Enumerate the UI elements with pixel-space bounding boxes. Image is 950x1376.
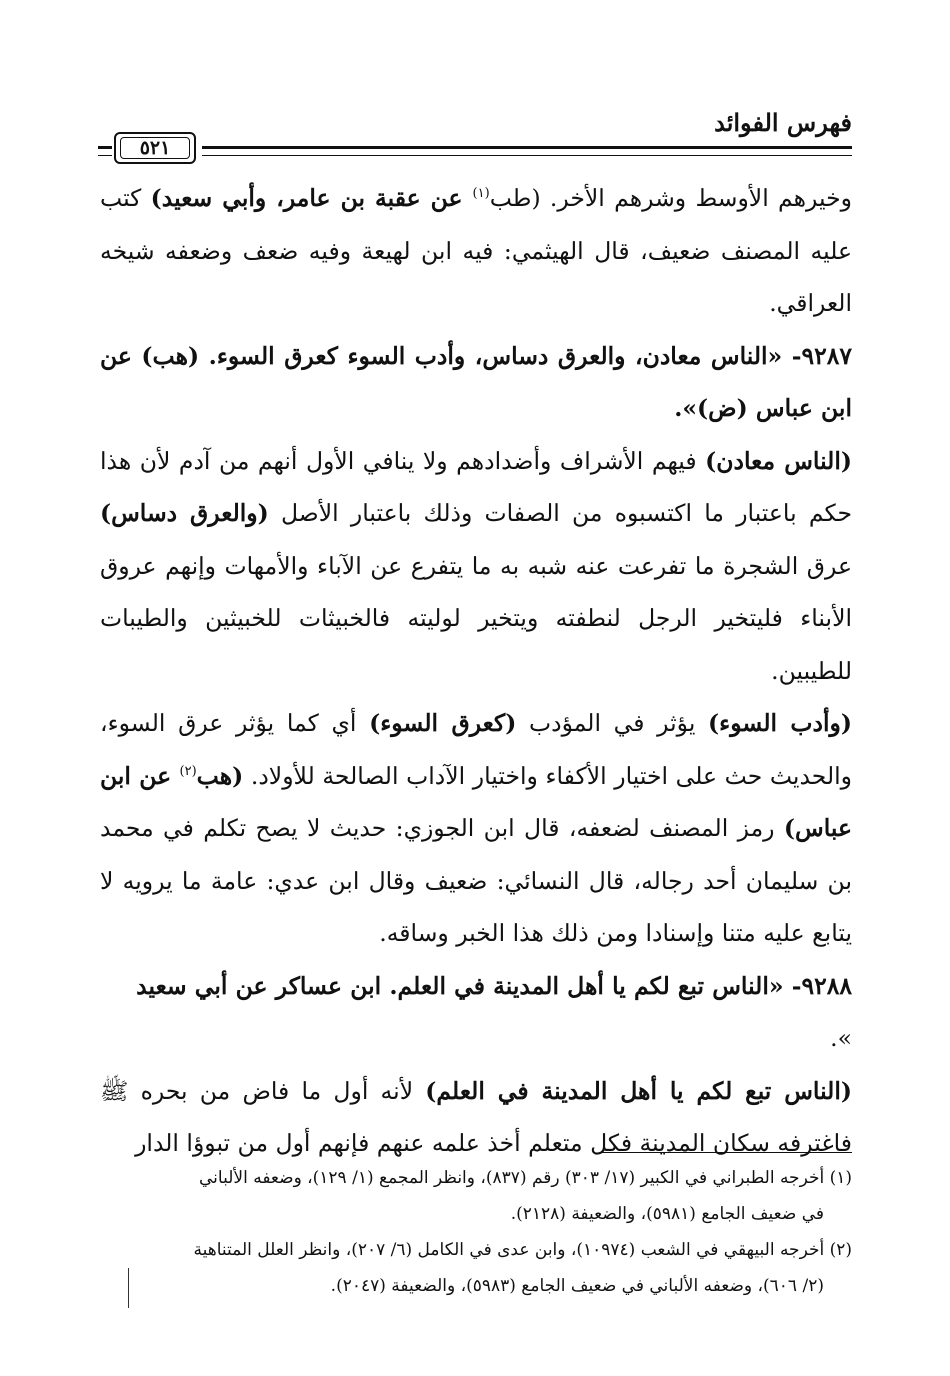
text-segment: أي كما يؤثر عرق السوء، والحديث حث على اختيار الأكفاء واختيار الآداب الصالحة للأولاد.	[100, 709, 853, 790]
page-number: ٥٢١	[120, 137, 190, 159]
quoted-phrase: (الناس معادن)	[705, 446, 852, 475]
commentary-9287-b	[100, 697, 852, 960]
text-segment: كتب عليه المصنف ضعيف، قال الهيثمي: فيه ابن لهيعة وفيه ضعف وضعفه شيخه العراقي.	[100, 184, 852, 317]
paragraph-continuation	[100, 172, 852, 330]
header-rule-left	[98, 146, 112, 156]
source-citation: (هب	[196, 761, 244, 790]
page-header	[98, 108, 852, 168]
footnote-2	[100, 1232, 852, 1304]
hadith-9288	[100, 960, 852, 1065]
source-citation: عن ابن عباس)	[100, 761, 852, 842]
page-number-frame	[114, 132, 196, 164]
footnote-2-line-2: (٢/ ٦٠٦)، وضعفه الألباني في ضعيف الجامع (٥٩٨٣)، والضعيفة (٢٠٤٧).	[330, 1276, 824, 1296]
text-segment: عرق الشجرة ما تفرعت عنه شبه به ما يتفرع عن الآباء والأمهات وإنهم عروق الأبناء فليتخير الرجل لنطفته ويتخير لوليته فالخبيثات للخبيثين والطيبات للطيبين.	[100, 551, 852, 685]
quoted-phrase: (والعرق دساس)	[100, 499, 269, 527]
footnote-1	[100, 1160, 852, 1232]
text-segment: رمز المصنف لضعفه، قال ابن الجوزي: حديث لا يصح تكلم في محمد بن سليمان أحد رجاله، قال النسائي: ضعيف وقال ابن عدي: عامة ما يرويه لا يتابع عليه متنا وإسنادا ومن ذلك هذا الخبر وساقه.	[100, 814, 852, 947]
source-citation: عن عقبة بن عامر، وأبي سعيد)	[150, 184, 473, 212]
footnote-1-line-2: في ضعيف الجامع (٥٩٨١)، والضعيفة (٢١٢٨).	[510, 1204, 824, 1224]
footnotes	[100, 1160, 852, 1304]
text-segment: يؤثر في المؤدب	[516, 709, 709, 737]
quoted-phrase: (وأدب السوء)	[708, 709, 852, 737]
running-title: فهرس الفوائد	[714, 108, 852, 137]
footnote-ref-1[interactable]: (١)	[472, 186, 490, 202]
footnote-separator	[600, 1152, 852, 1153]
main-text	[100, 172, 852, 1170]
hadith-close: ».	[830, 1024, 852, 1052]
footnote-ref-2[interactable]: (٢)	[179, 763, 197, 779]
text-segment: فيهم الأشراف وأضدادهم ولا ينافي الأول أنهم من آدم لأن هذا حكم باعتبار ما اكتسبوه من الصفات وذلك باعتبار الأصل	[100, 446, 852, 527]
footnote-2-line-1: (٢) أخرجه البيهقي في الشعب (١٠٩٧٤)، وابن عدى في الكامل (٦/ ٢٠٧)، وانظر العلل المتناهية	[193, 1240, 852, 1260]
commentary-9287-a	[100, 435, 852, 698]
text-segment: لأنه أول ما فاض من بحره ﷺ فاغترفه سكان المدينة فكل متعلم أخذ علمه عنهم فإنهم أول من تبوؤا الدار	[100, 1076, 852, 1157]
quoted-phrase: (الناس تبع لكم يا أهل المدينة في العلم)	[425, 1076, 852, 1105]
quoted-phrase: (كعرق السوء)	[369, 709, 517, 737]
margin-mark	[128, 1268, 129, 1308]
hadith-9287	[100, 330, 852, 435]
text-segment: وخيرهم الأوسط وشرهم الأخر. (طب	[489, 184, 852, 212]
commentary-9288	[100, 1065, 852, 1170]
footnote-1-line-1: (١) أخرجه الطبراني في الكبير (١٧/ ٣٠٣) رقم (٨٣٧)، وانظر المجمع (١/ ١٢٩)، وضعفه الألباني	[199, 1168, 852, 1188]
hadith-text: ٩٢٨٨- «الناس تبع لكم يا أهل المدينة في العلم. ابن عساكر عن أبي سعيد	[136, 971, 852, 1000]
hadith-text: ٩٢٨٧- «الناس معادن، والعرق دساس، وأدب السوء كعرق السوء. (هب) عن ابن عباس (ض)».	[100, 341, 852, 422]
header-rule	[202, 146, 852, 156]
